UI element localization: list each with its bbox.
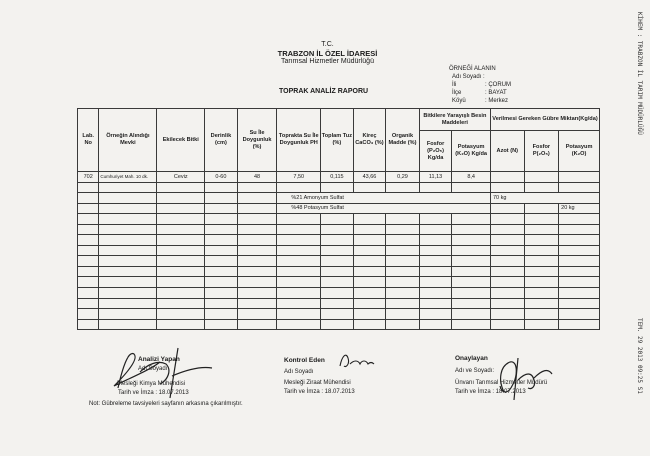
cell-salt: 0,115: [321, 172, 354, 183]
fertilizer-2-amount: 20 kg: [559, 203, 600, 214]
sample-koy-label: Köyü: [452, 98, 466, 104]
header-lime: Kireç CaCO₃ (%): [353, 109, 386, 172]
controller-date: Tarih ve İmza : 18.07.2013: [284, 389, 355, 395]
analyzer-title: Analizi Yapan: [138, 356, 180, 363]
fertilizer-1-name: %21 Amonyum Sulfat: [277, 193, 491, 204]
analyzer-date: Tarih ve İmza : 18.07.2013: [118, 390, 189, 396]
header-ph: Toprakta Su İle Doygunluk PH: [277, 109, 321, 172]
cell-phosphorus: 11,13: [419, 172, 452, 183]
approver-name-label: Adı ve Soyadı:: [455, 368, 495, 374]
table-row: [78, 172, 600, 183]
header-potassium: Potasyum (K₂O) Kg/da: [452, 131, 491, 172]
sample-il-value: : ÇORUM: [485, 82, 511, 88]
header-phosphorus: Fosfor (P₂O₅) Kg/da: [419, 131, 452, 172]
fax-footer-stamp: TEM. 29 2013 09:25 S1: [636, 318, 643, 394]
cell-place: Cumhuriyet Mah. 10 dk.: [99, 172, 157, 183]
report-title: TOPRAK ANALİZ RAPORU: [279, 88, 369, 95]
fax-header-stamp: KİHEM : TRABZON İL TARIM MÜDÜRLÜĞÜ: [636, 12, 643, 135]
header-salt: Toplam Tuz (%): [321, 109, 354, 172]
cell-ph: 7,50: [277, 172, 321, 183]
department-name: Tarımsal Hizmetler Müdürlüğü: [281, 58, 374, 65]
header-lab-no: Lab. No: [78, 109, 99, 172]
fertilizer-1-amount: 70 kg: [490, 193, 599, 204]
fertilizer-2-name: %48 Potasyum Sulfat: [277, 203, 491, 214]
header-place: Örneğin Alındığı Mevki: [99, 109, 157, 172]
cell-lime: 43,66: [353, 172, 386, 183]
cell-lab-no: 702: [78, 172, 99, 183]
approver-title: Onaylayan: [455, 355, 488, 362]
analyzer-signature: [100, 340, 220, 400]
cell-organic: 0,29: [386, 172, 420, 183]
header-saturation: Su İle Doygunluk (%): [237, 109, 277, 172]
controller-title: Kontrol Eden: [284, 357, 325, 364]
header-phosphorus-need: Fosfor P(₂O₅): [524, 131, 559, 172]
cell-depth: 0-60: [205, 172, 238, 183]
footer-note: Not: Gübreleme tavsiyeleri sayfanın arkasına çıkarılmıştır.: [89, 401, 243, 407]
sample-caption: ÖRNEĞİ ALANIN: [449, 66, 496, 72]
header-fertilizer-needed: Verilmesi Gereken Gübre Miktarı(Kg/da): [490, 109, 599, 131]
tc-label: T.C.: [321, 41, 334, 48]
sample-ilce-value: : BAYAT: [485, 90, 507, 96]
header-nitrogen-need: Azot (N): [490, 131, 524, 172]
header-potassium-need: Potasyum (K₂O): [559, 131, 600, 172]
table-row: [78, 193, 600, 204]
controller-signature: [336, 350, 376, 372]
cell-potassium: 8,4: [452, 172, 491, 183]
table-row: [78, 203, 600, 214]
approver-date: Tarih ve İmza : 18.07.2013: [455, 389, 526, 395]
analysis-table: [77, 108, 600, 330]
org-name: TRABZON İL ÖZEL İDARESİ: [277, 49, 378, 58]
analyzer-name-label: Adı Soyadı: [138, 366, 168, 372]
approver-title-line: Ünvanı Tarımsal Hizmetler Müdürü: [455, 380, 548, 386]
header-organic: Organik Madde (%): [386, 109, 420, 172]
cell-saturation: 48: [237, 172, 277, 183]
analyzer-job: Mesleği Kimya Mühendisi: [117, 381, 186, 387]
approver-signature: [488, 350, 558, 405]
controller-job: Mesleği Ziraat Mühendisi: [284, 380, 351, 386]
cell-crop: Ceviz: [157, 172, 205, 183]
sample-il-label: İli: [452, 82, 457, 88]
controller-name-label: Adı Soyadı: [284, 369, 314, 375]
header-plant-nutrients: Bitkilere Yarayışlı Besin Maddeleri: [419, 109, 490, 131]
sample-ilce-label: İlçe: [452, 90, 462, 96]
header-depth: Derinlik (cm): [205, 109, 238, 172]
sample-name-label: Adı Soyadı :: [452, 74, 485, 80]
sample-koy-value: : Merkez: [485, 98, 509, 104]
header-crop: Ekilecek Bitki: [157, 109, 205, 172]
